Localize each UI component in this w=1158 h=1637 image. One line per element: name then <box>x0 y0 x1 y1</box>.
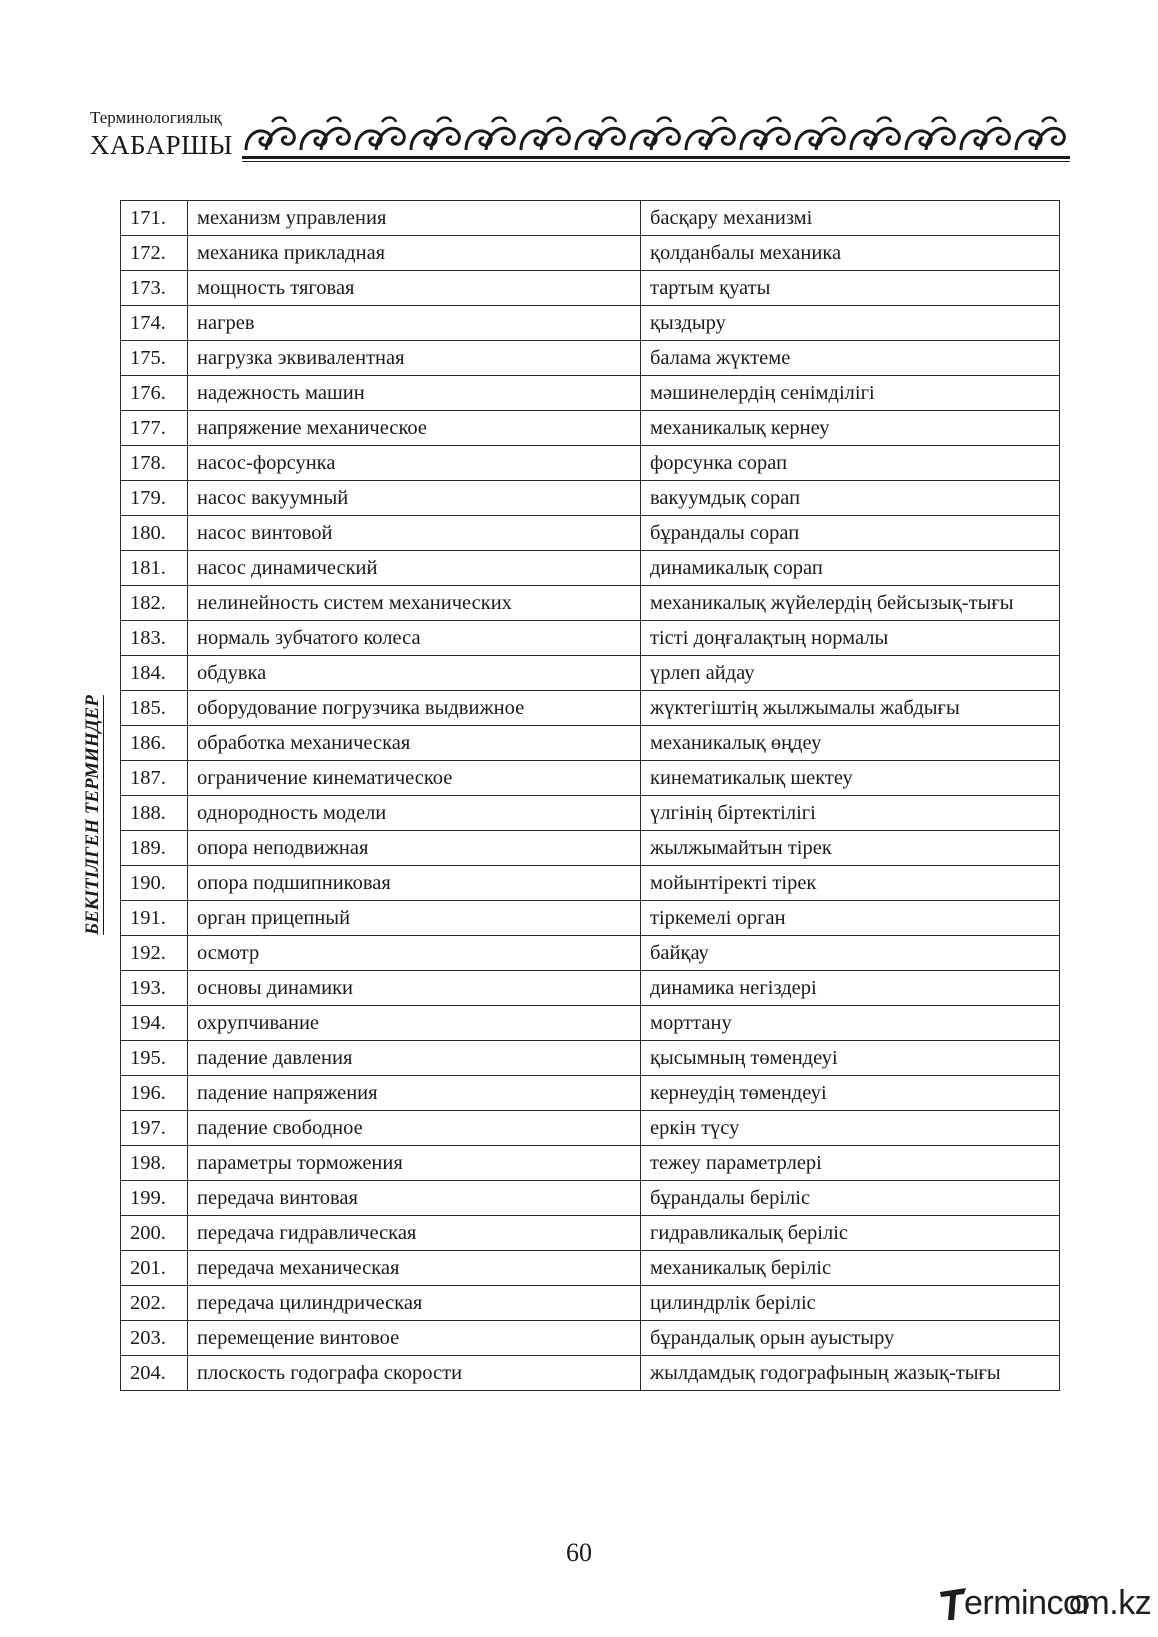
row-number: 185. <box>121 691 188 726</box>
table-row <box>121 306 1060 341</box>
kazakh-term: мәшинелердің сенімділігі <box>641 376 1060 411</box>
journal-title-big: ХАБАРШЫ <box>90 130 233 160</box>
row-number: 172. <box>121 236 188 271</box>
row-number: 178. <box>121 446 188 481</box>
row-number: 179. <box>121 481 188 516</box>
page-number: 60 <box>566 1538 592 1567</box>
table-row <box>121 1286 1060 1321</box>
table-row <box>121 1321 1060 1356</box>
russian-term: падение напряжения <box>188 1076 641 1111</box>
kazakh-term: қыздыру <box>641 306 1060 341</box>
row-number: 176. <box>121 376 188 411</box>
row-number: 198. <box>121 1146 188 1181</box>
table-row <box>121 1146 1060 1181</box>
table-row <box>121 516 1060 551</box>
kazakh-term: бұрандалық орын ауыстыру <box>641 1321 1060 1356</box>
logo-ring-icon <box>1069 1594 1090 1615</box>
journal-title-small: Терминологиялық <box>90 108 222 127</box>
russian-term: насос винтовой <box>188 516 641 551</box>
table-row <box>121 376 1060 411</box>
table-row <box>121 481 1060 516</box>
russian-term: передача цилиндрическая <box>188 1286 641 1321</box>
russian-term: однородность модели <box>188 796 641 831</box>
table-row <box>121 1251 1060 1286</box>
russian-term: опора подшипниковая <box>188 866 641 901</box>
table-row <box>121 936 1060 971</box>
russian-term: обработка механическая <box>188 726 641 761</box>
table-row <box>121 586 1060 621</box>
row-number: 175. <box>121 341 188 376</box>
russian-term: оборудование погрузчика выдвижное <box>188 691 641 726</box>
russian-term: основы динамики <box>188 971 641 1006</box>
kazakh-term: жүктегіштің жылжымалы жабдығы <box>641 691 1060 726</box>
kazakh-term: жылдамдық годографының жазық-тығы <box>641 1356 1060 1391</box>
terms-table-body <box>121 201 1060 1391</box>
russian-term: насос-форсунка <box>188 446 641 481</box>
kazakh-term: балама жүктеме <box>641 341 1060 376</box>
russian-term: параметры торможения <box>188 1146 641 1181</box>
table-row <box>121 1006 1060 1041</box>
row-number: 194. <box>121 1006 188 1041</box>
table-row <box>121 971 1060 1006</box>
row-number: 203. <box>121 1321 188 1356</box>
header-rule-thick <box>242 156 1070 159</box>
russian-term: напряжение механическое <box>188 411 641 446</box>
row-number: 180. <box>121 516 188 551</box>
row-number: 182. <box>121 586 188 621</box>
row-number: 193. <box>121 971 188 1006</box>
kazakh-term: тіркемелі орган <box>641 901 1060 936</box>
header-rule-thin <box>242 161 1070 162</box>
kazakh-term: механикалық жүйелердің бейсызық-тығы <box>641 586 1060 621</box>
kazakh-term: бұрандалы сорап <box>641 516 1060 551</box>
russian-term: опора неподвижная <box>188 831 641 866</box>
table-row <box>121 551 1060 586</box>
russian-term: механика прикладная <box>188 236 641 271</box>
kazakh-term: бұрандалы беріліс <box>641 1181 1060 1216</box>
table-row <box>121 866 1060 901</box>
table-row <box>121 236 1060 271</box>
russian-term: перемещение винтовое <box>188 1321 641 1356</box>
kazakh-term: еркін түсу <box>641 1111 1060 1146</box>
kazakh-term: механикалық кернеу <box>641 411 1060 446</box>
row-number: 191. <box>121 901 188 936</box>
russian-term: обдувка <box>188 656 641 691</box>
kazakh-term: жылжымайтын тірек <box>641 831 1060 866</box>
russian-term: нелинейность систем механических <box>188 586 641 621</box>
kazakh-term: үлгінің біртектілігі <box>641 796 1060 831</box>
russian-term: нагрузка эквивалентная <box>188 341 641 376</box>
row-number: 197. <box>121 1111 188 1146</box>
russian-term: насос динамический <box>188 551 641 586</box>
table-row <box>121 1041 1060 1076</box>
row-number: 189. <box>121 831 188 866</box>
table-row <box>121 1111 1060 1146</box>
row-number: 196. <box>121 1076 188 1111</box>
table-row <box>121 1181 1060 1216</box>
kazakh-term: цилиндрлік беріліс <box>641 1286 1060 1321</box>
kazakh-term: динамика негіздері <box>641 971 1060 1006</box>
table-row <box>121 901 1060 936</box>
row-number: 199. <box>121 1181 188 1216</box>
table-row <box>121 726 1060 761</box>
russian-term: механизм управления <box>188 201 641 236</box>
kazakh-term: қысымның төмендеуі <box>641 1041 1060 1076</box>
kazakh-term: байқау <box>641 936 1060 971</box>
row-number: 190. <box>121 866 188 901</box>
kazakh-term: кернеудің төмендеуі <box>641 1076 1060 1111</box>
row-number: 177. <box>121 411 188 446</box>
kazakh-term: гидравликалық беріліс <box>641 1216 1060 1251</box>
ornament-border <box>242 110 1070 156</box>
row-number: 183. <box>121 621 188 656</box>
russian-term: плоскость годографа скорости <box>188 1356 641 1391</box>
table-row <box>121 691 1060 726</box>
kazakh-term: механикалық беріліс <box>641 1251 1060 1286</box>
kazakh-term: механикалық өңдеу <box>641 726 1060 761</box>
row-number: 201. <box>121 1251 188 1286</box>
table-row <box>121 201 1060 236</box>
row-number: 187. <box>121 761 188 796</box>
russian-term: падение давления <box>188 1041 641 1076</box>
russian-term: падение свободное <box>188 1111 641 1146</box>
table-row <box>121 271 1060 306</box>
russian-term: надежность машин <box>188 376 641 411</box>
table-row <box>121 1076 1060 1111</box>
section-title-vertical: БЕКІТІЛГЕН ТЕРМИНДЕР <box>82 695 103 935</box>
kazakh-term: морттану <box>641 1006 1060 1041</box>
table-row <box>121 761 1060 796</box>
row-number: 202. <box>121 1286 188 1321</box>
russian-term: охрупчивание <box>188 1006 641 1041</box>
row-number: 192. <box>121 936 188 971</box>
table-row <box>121 341 1060 376</box>
table-row <box>121 796 1060 831</box>
kazakh-term: тартым қуаты <box>641 271 1060 306</box>
table-row <box>121 446 1060 481</box>
row-number: 188. <box>121 796 188 831</box>
row-number: 173. <box>121 271 188 306</box>
kazakh-term: кинематикалық шектеу <box>641 761 1060 796</box>
russian-term: передача винтовая <box>188 1181 641 1216</box>
russian-term: мощность тяговая <box>188 271 641 306</box>
terms-table <box>120 200 1060 1391</box>
journal-header <box>90 108 1070 164</box>
table-row <box>121 621 1060 656</box>
row-number: 181. <box>121 551 188 586</box>
table-row <box>121 1216 1060 1251</box>
kazakh-term: қолданбалы механика <box>641 236 1060 271</box>
kazakh-term: динамикалық сорап <box>641 551 1060 586</box>
row-number: 184. <box>121 656 188 691</box>
side-section-label <box>80 665 106 965</box>
russian-term: ограничение кинематическое <box>188 761 641 796</box>
table-row <box>121 1356 1060 1391</box>
row-number: 174. <box>121 306 188 341</box>
table-row <box>121 831 1060 866</box>
russian-term: нормаль зубчатого колеса <box>188 621 641 656</box>
table-row <box>121 411 1060 446</box>
row-number: 171. <box>121 201 188 236</box>
kazakh-term: мойынтіректі тірек <box>641 866 1060 901</box>
kazakh-term: тежеу параметрлері <box>641 1146 1060 1181</box>
row-number: 204. <box>121 1356 188 1391</box>
russian-term: нагрев <box>188 306 641 341</box>
logo-text: ermincom.kz <box>964 1584 1152 1622</box>
kazakh-term: тісті доңғалақтың нормалы <box>641 621 1060 656</box>
kazakh-term: басқару механизмі <box>641 201 1060 236</box>
russian-term: осмотр <box>188 936 641 971</box>
kazakh-term: үрлеп айдау <box>641 656 1060 691</box>
kazakh-term: форсунка сорап <box>641 446 1060 481</box>
table-row <box>121 656 1060 691</box>
russian-term: насос вакуумный <box>188 481 641 516</box>
termincom-logo[interactable] <box>936 1580 1152 1630</box>
kazakh-term: вакуумдық сорап <box>641 481 1060 516</box>
russian-term: передача гидравлическая <box>188 1216 641 1251</box>
row-number: 186. <box>121 726 188 761</box>
row-number: 195. <box>121 1041 188 1076</box>
russian-term: орган прицепный <box>188 901 641 936</box>
russian-term: передача механическая <box>188 1251 641 1286</box>
row-number: 200. <box>121 1216 188 1251</box>
